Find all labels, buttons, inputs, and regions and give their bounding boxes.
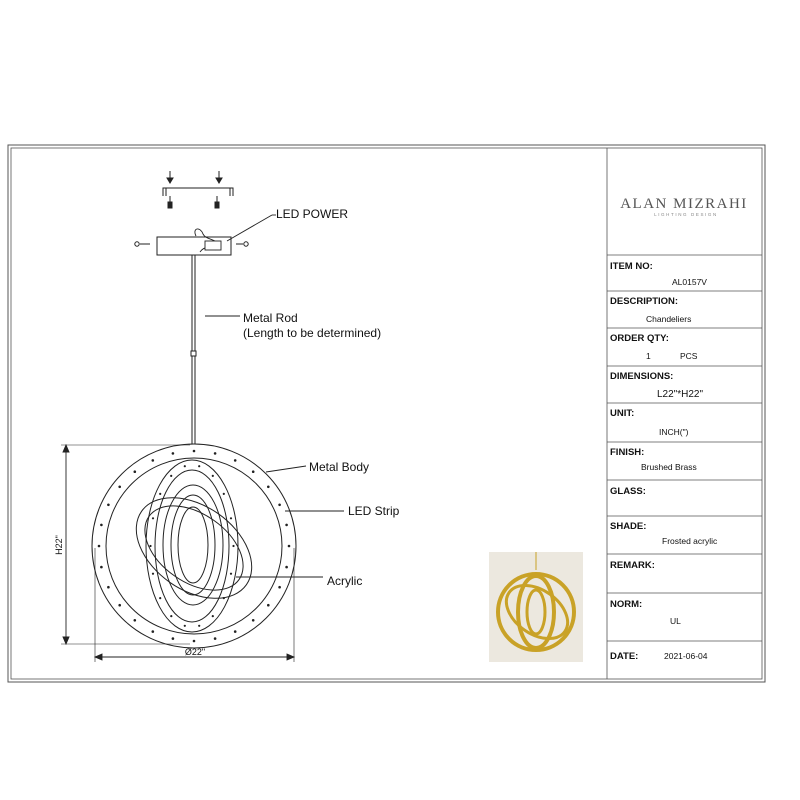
rivet-dot — [100, 524, 103, 527]
outer-ring — [92, 444, 296, 648]
inner-ring-tilted — [117, 477, 270, 619]
rivet-dot — [107, 586, 110, 589]
rivet-dot — [223, 597, 225, 599]
rivet-dot — [288, 545, 291, 548]
rivet-dot — [214, 452, 217, 455]
rivet-dot — [252, 470, 255, 473]
rivet-dot — [230, 573, 232, 575]
dimensions-value: L22"*H22" — [657, 389, 704, 400]
finish-value: Brushed Brass — [641, 462, 697, 472]
rivet-dot — [134, 619, 137, 622]
rivet-dot — [214, 637, 217, 640]
rivet-dot — [193, 450, 196, 453]
item-no-value: AL0157V — [672, 277, 707, 287]
unit-label: UNIT: — [610, 408, 635, 419]
rivet-dot — [98, 545, 101, 548]
glass-label: GLASS: — [610, 486, 646, 497]
description-value: Chandeliers — [646, 314, 692, 324]
rivet-dot — [234, 459, 237, 462]
brand-name: ALAN MIZRAHI — [620, 196, 748, 212]
shade-label: SHADE: — [610, 521, 647, 532]
metal-body-callout — [266, 466, 306, 472]
rivet-dot — [149, 545, 151, 547]
rivet-dot — [223, 493, 225, 495]
rivet-dot — [230, 517, 232, 519]
remark-label: REMARK: — [610, 560, 655, 571]
order-qty-unit: PCS — [680, 351, 698, 361]
metal-rod — [191, 255, 196, 444]
rivet-dot — [152, 630, 155, 633]
rivet-dot — [234, 630, 237, 633]
sheet-outer-border — [8, 145, 765, 682]
rivet-dot — [267, 486, 270, 489]
mounting-bracket — [163, 188, 233, 196]
label-metal-body: Metal Body — [309, 460, 370, 474]
rivet-dot — [278, 504, 281, 507]
label-metal-rod: Metal Rod — [243, 311, 298, 325]
label-acrylic: Acrylic — [327, 574, 363, 588]
inner-ring-large — [146, 460, 238, 632]
rivet-dot — [152, 459, 155, 462]
rivet-dot — [212, 475, 214, 477]
rivet-dot — [152, 517, 154, 519]
order-qty-value: 1 — [646, 351, 651, 361]
rivet-dot — [184, 465, 186, 467]
dimension-diameter: Ø22" — [184, 647, 206, 657]
rivet-dot — [170, 615, 172, 617]
led-power-callout — [227, 215, 276, 241]
inner-ring-rivets — [149, 465, 234, 627]
brand-subtitle: LIGHTING DESIGN — [654, 212, 718, 217]
shade-value: Frosted acrylic — [662, 536, 718, 546]
rivet-dot — [118, 604, 121, 607]
rivet-dot — [278, 586, 281, 589]
date-label: DATE: — [610, 651, 639, 662]
rivet-dot — [100, 566, 103, 569]
rivet-dot — [232, 545, 234, 547]
outer-ring-rivets — [98, 450, 291, 643]
product-photo — [489, 552, 583, 662]
acrylic-ring-center — [163, 485, 223, 605]
rivet-dot — [159, 597, 161, 599]
dimension-height: H22" — [54, 535, 64, 555]
rivet-dot — [118, 486, 121, 489]
label-led-strip: LED Strip — [348, 504, 400, 518]
description-label: DESCRIPTION: — [610, 296, 679, 307]
item-no-label: ITEM NO: — [610, 261, 653, 272]
unit-value: INCH(") — [659, 427, 689, 437]
rivet-dot — [212, 615, 214, 617]
label-metal-rod-note: (Length to be determined) — [243, 326, 382, 340]
rivet-dot — [172, 637, 175, 640]
rivet-dot — [184, 625, 186, 627]
order-qty-label: ORDER QTY: — [610, 333, 669, 344]
dimensions-label: DIMENSIONS: — [610, 371, 674, 382]
rivet-dot — [252, 619, 255, 622]
label-led-power: LED POWER — [276, 207, 349, 221]
rivet-dot — [198, 465, 200, 467]
rivet-dot — [285, 566, 288, 569]
rivet-dot — [193, 640, 196, 643]
rivet-dot — [267, 604, 270, 607]
rivet-dot — [198, 625, 200, 627]
screw-icon — [167, 171, 222, 208]
rivet-dot — [172, 452, 175, 455]
rivet-dot — [170, 475, 172, 477]
norm-label: NORM: — [610, 599, 643, 610]
rivet-dot — [134, 470, 137, 473]
rivet-dot — [152, 573, 154, 575]
norm-value: UL — [670, 616, 681, 626]
rivet-dot — [285, 524, 288, 527]
rivet-dot — [159, 493, 161, 495]
date-value: 2021-06-04 — [664, 651, 708, 661]
rivet-dot — [107, 504, 110, 507]
finish-label: FINISH: — [610, 447, 645, 458]
